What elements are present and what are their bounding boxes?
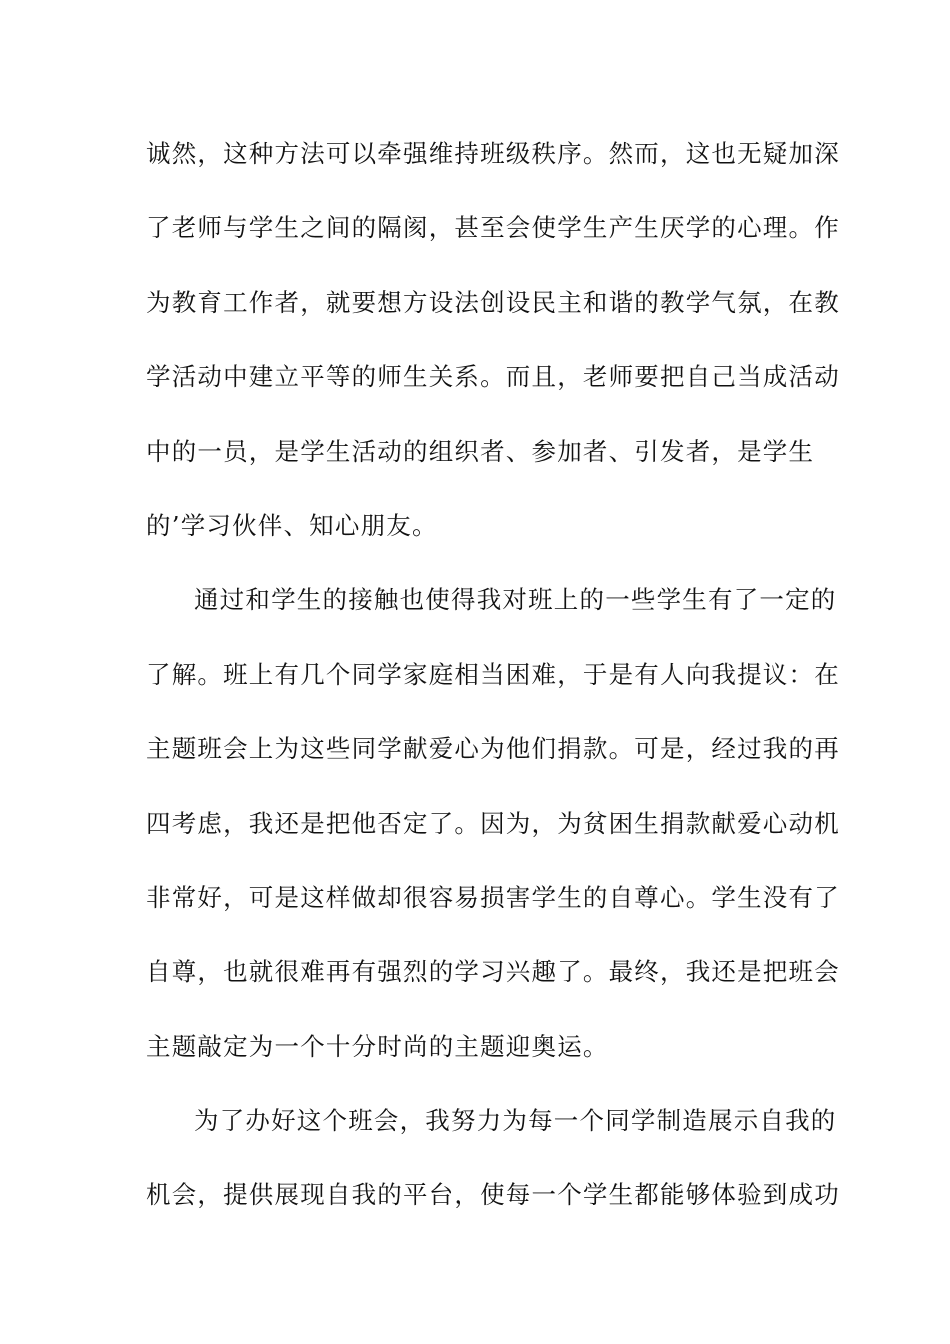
text-line: 的’学习伙伴、知心朋友。 bbox=[146, 510, 438, 540]
text-line: 了解。班上有几个同学家庭相当困难，于是有人向我提议：在 bbox=[146, 659, 840, 689]
paragraph-first-line: 通过和学生的接触也使得我对班上的一些学生有了一定的 bbox=[194, 585, 837, 615]
text-line: 机会，提供展现自我的平台，使每一个学生都能够体验到成功 bbox=[146, 1180, 840, 1210]
text-line: 了老师与学生之间的隔阂，甚至会使学生产生厌学的心理。作 bbox=[146, 213, 840, 243]
text-line: 四考虑，我还是把他否定了。因为，为贫困生捐款献爱心动机 bbox=[146, 808, 840, 838]
paragraph-first-line: 为了办好这个班会，我努力为每一个同学制造展示自我的 bbox=[194, 1106, 837, 1136]
text-line: 主题班会上为这些同学献爱心为他们捐款。可是，经过我的再 bbox=[146, 734, 840, 764]
text-line: 学活动中建立平等的师生关系。而且，老师要把自己当成活动 bbox=[146, 362, 840, 392]
text-line: 自尊，也就很难再有强烈的学习兴趣了。最终，我还是把班会 bbox=[146, 957, 840, 987]
text-line: 中的一员，是学生活动的组织者、参加者、引发者，是学生 bbox=[146, 436, 815, 466]
text-line: 主题敲定为一个十分时尚的主题迎奥运。 bbox=[146, 1031, 609, 1061]
text-line: 诚然，这种方法可以牵强维持班级秩序。然而，这也无疑加深 bbox=[146, 139, 840, 168]
text-line: 非常好，可是这样做却很容易损害学生的自尊心。学生没有了 bbox=[146, 882, 840, 912]
body-text bbox=[146, 128, 840, 1244]
text-line: 为教育工作者，就要想方设法创设民主和谐的教学气氛，在教 bbox=[146, 287, 840, 317]
